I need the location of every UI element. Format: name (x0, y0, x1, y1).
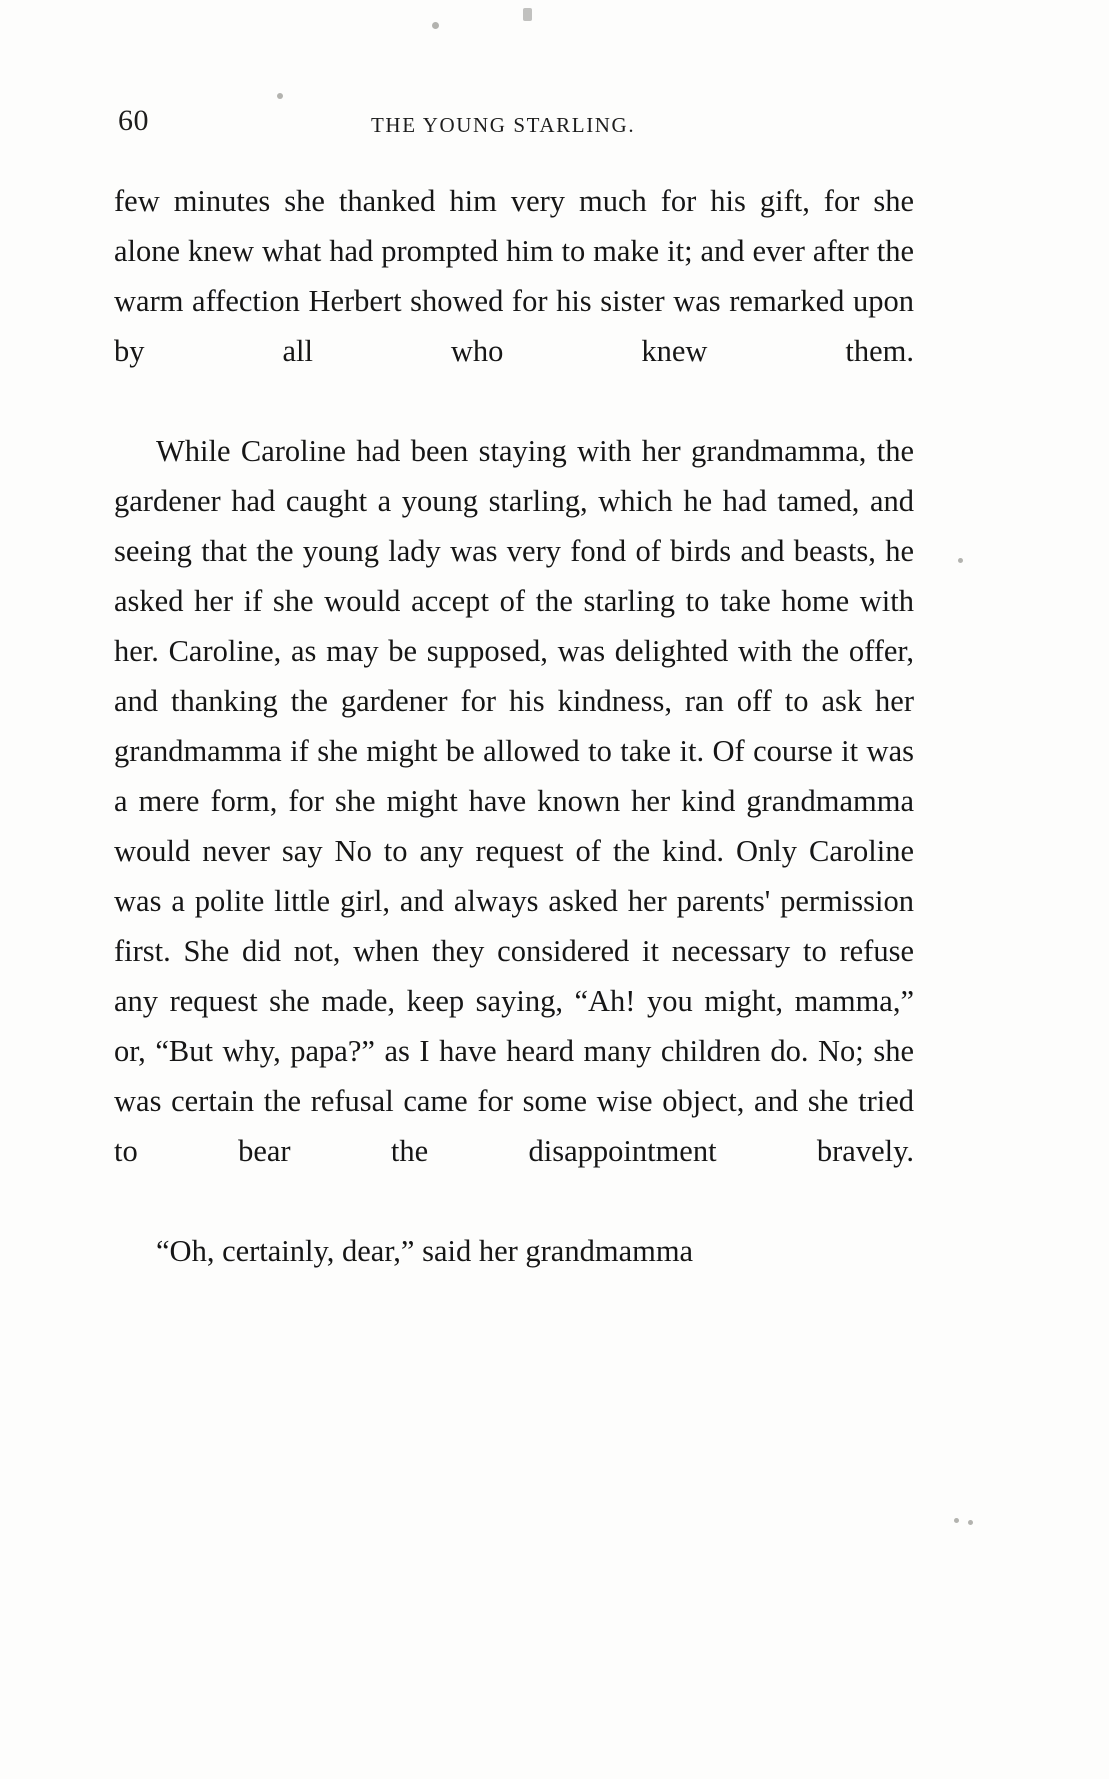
scan-speck-icon (958, 558, 963, 563)
scan-speck-icon (277, 93, 283, 99)
scan-speck-icon (954, 1518, 959, 1523)
paragraph: “Oh, certainly, dear,” said her grandmamma (156, 1234, 694, 1268)
page-body (114, 176, 914, 1276)
page-header (118, 104, 908, 144)
paragraph: few minutes she thanked him very much for his gift, for she alone knew what had prompted him to make it; and ever after the warm affection Herbert showed for his sister was remarked upon by all who knew them. (114, 184, 914, 368)
scan-speck-icon (968, 1520, 973, 1525)
scan-speck-icon (432, 22, 439, 29)
paragraph: While Caroline had been staying with her grandmamma, the gardener had caught a young starling, which he had tamed, and seeing that the young lady was very fond of birds and beasts, he asked her if she would accept of the starling to take home with her. Caroline, as may be supposed, was delighted with the offer, and thanking the gardener for his kindness, ran off to ask her grandmamma if she might be allowed to take it. Of course it was a mere form, for she might have known her kind grandmamma would never say No to any request of the kind. Only Caroline was a polite little girl, and always asked her parents' permission first. She did not, when they considered it necessary to refuse any request she made, keep saying, “Ah! you might, mamma,” or, “But why, papa?” as I have heard many children do. No; she was certain the refusal came for some wise object, and she tried to bear the disappointment bravely. (114, 434, 914, 1168)
running-head: THE YOUNG STARLING. (371, 113, 636, 137)
scan-speck-icon (523, 8, 532, 21)
page-number: 60 (118, 104, 149, 137)
